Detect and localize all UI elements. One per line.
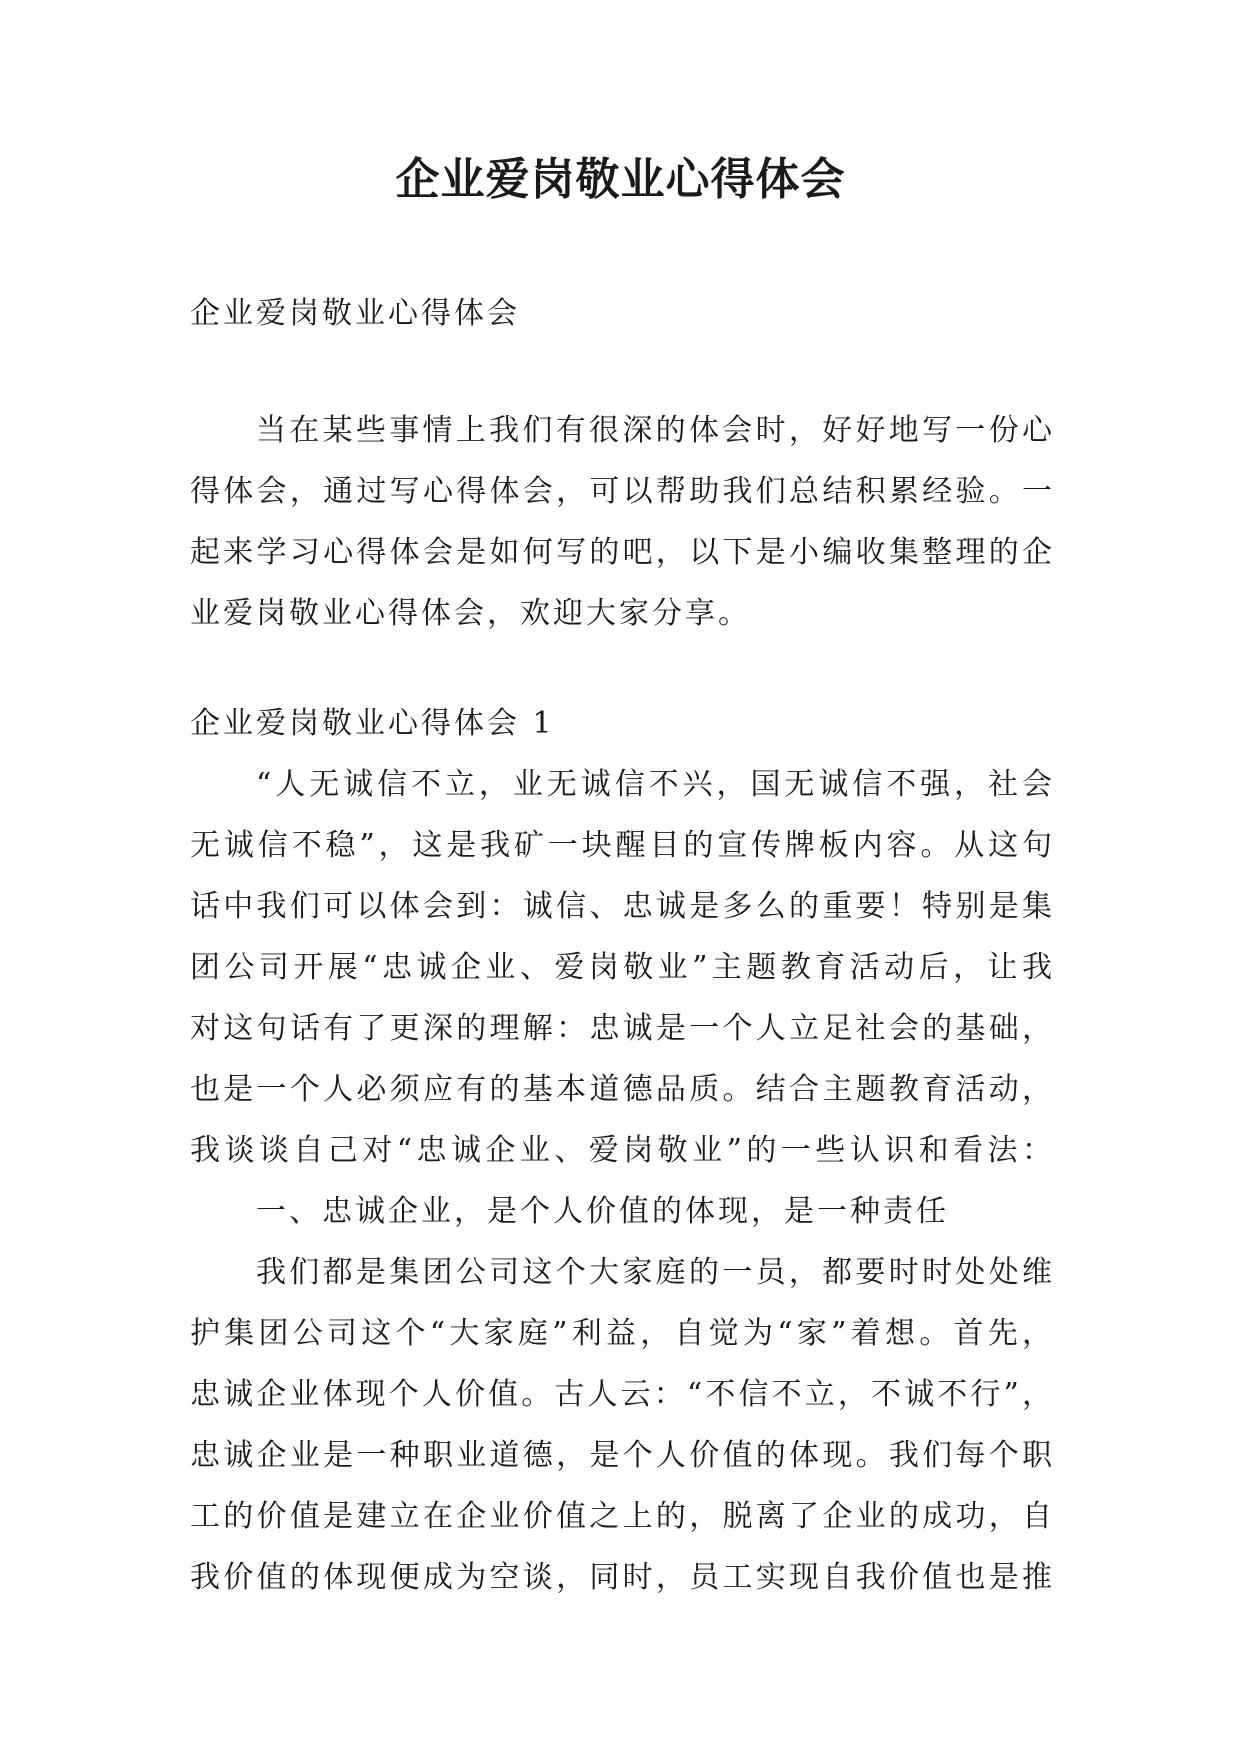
spacer bbox=[190, 344, 1052, 400]
text-line: 话中我们可以体会到：诚信、忠诚是多么的重要！特别是集 bbox=[190, 889, 1052, 924]
page-title: 企业爱岗敬业心得体会 bbox=[395, 154, 846, 205]
intro-paragraph bbox=[190, 400, 1052, 644]
paragraph-2 bbox=[190, 1242, 1052, 1608]
text-line: 忠诚企业是一种职业道德，是个人价值的体现。我们每个职 bbox=[190, 1438, 1052, 1473]
text-line: 我价值的体现便成为空谈，同时，员工实现自我价值也是推 bbox=[190, 1560, 1052, 1595]
document-body bbox=[190, 283, 1052, 1608]
text-line: 无诚信不稳”，这是我矿一块醒目的宣传牌板内容。从这句 bbox=[190, 828, 1052, 863]
text-line: 业爱岗敬业心得体会，欢迎大家分享。 bbox=[190, 596, 751, 631]
text-line: 工的价值是建立在企业价值之上的，脱离了企业的成功，自 bbox=[190, 1499, 1052, 1534]
text-line: 得体会，通过写心得体会，可以帮助我们总结积累经验。一 bbox=[190, 474, 1052, 509]
text-line: 护集团公司这个“大家庭”利益，自觉为“家”着想。首先， bbox=[190, 1316, 1052, 1351]
text-line: 起来学习心得体会是如何写的吧，以下是小编收集整理的企 bbox=[190, 535, 1052, 570]
text-line: 对这句话有了更深的理解：忠诚是一个人立足社会的基础， bbox=[190, 1011, 1052, 1046]
text-line: 我谈谈自己对“忠诚企业、爱岗敬业”的一些认识和看法： bbox=[190, 1133, 1052, 1168]
text-line: 也是一个人必须应有的基本道德品质。结合主题教育活动， bbox=[190, 1072, 1052, 1107]
text-line: 我们都是集团公司这个大家庭的一员，都要时时处处维 bbox=[256, 1255, 1052, 1290]
text-line: 当在某些事情上我们有很深的体会时，好好地写一份心 bbox=[256, 413, 1052, 448]
section-heading: 企业爱岗敬业心得体会 1 bbox=[190, 706, 555, 741]
document-subtitle: 企业爱岗敬业心得体会 bbox=[190, 296, 520, 331]
text-line: 团公司开展“忠诚企业、爱岗敬业”主题教育活动后，让我 bbox=[190, 950, 1052, 985]
text-line: “人无诚信不立，业无诚信不兴，国无诚信不强，社会 bbox=[256, 767, 1052, 802]
spacer bbox=[190, 644, 1052, 693]
text-line: 忠诚企业体现个人价值。古人云：“不信不立，不诚不行”， bbox=[190, 1377, 1052, 1412]
point-heading: 一、忠诚企业，是个人价值的体现，是一种责任 bbox=[256, 1194, 949, 1229]
paragraph-1 bbox=[190, 754, 1052, 1181]
